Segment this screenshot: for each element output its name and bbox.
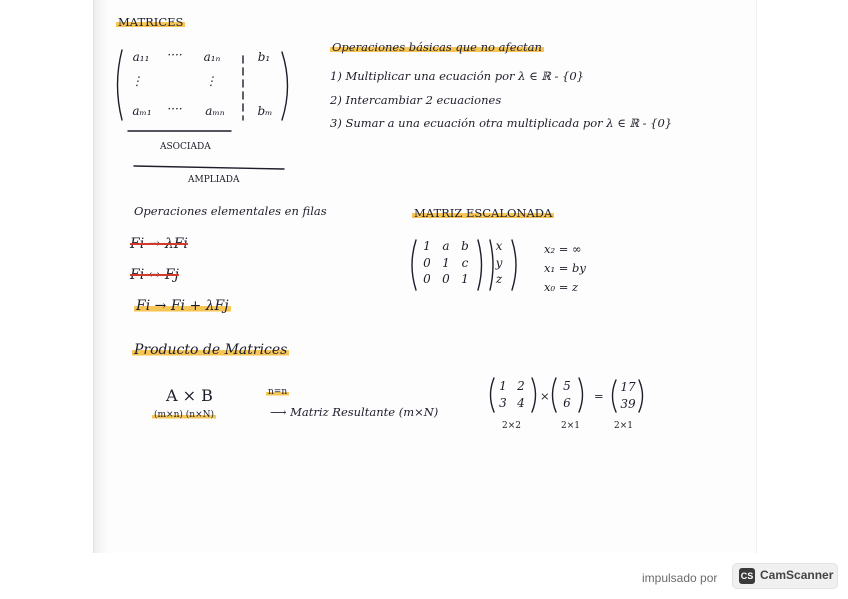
echelon-cell: 1: [423, 239, 431, 253]
echelon-eq-3: x₀ = z: [544, 280, 579, 294]
cell-b1: b₁: [257, 50, 271, 64]
basic-op-3: 3) Sumar a una ecuación otra multiplicada por λ ∈ ℝ - {0}: [330, 116, 673, 130]
equals-sign: =: [594, 389, 604, 403]
matrix-b-cell: 6: [563, 396, 571, 410]
matrix-c-left-bracket: [613, 380, 617, 412]
matrix-c-right-bracket: [639, 380, 643, 412]
row-op-swap: Fi ↔ Fj: [130, 267, 179, 283]
echelon-right-bracket: [478, 240, 482, 290]
cs-logo-icon: CS: [739, 568, 755, 584]
row-op-add: Fi → Fi + λFj: [136, 298, 229, 314]
echelon-var: z: [495, 272, 503, 286]
cell-vdots-right: ⋮: [205, 74, 217, 88]
times-sign: ×: [540, 389, 550, 403]
product-result-dims: ⟶ Matriz Resultante (m×N): [270, 405, 439, 419]
cell-am1: aₘ₁: [132, 104, 152, 118]
powered-by-text: impulsado por: [642, 571, 718, 585]
echelon-cell: c: [461, 256, 469, 270]
product-expression: A × B: [166, 386, 213, 405]
label-extended: AMPLIADA: [188, 175, 240, 185]
echelon-cell: 1: [442, 256, 450, 270]
brand-name: CamScanner: [760, 568, 834, 582]
echelon-cell: 0: [442, 272, 450, 286]
echelon-cell: a: [442, 239, 450, 253]
augmented-right-bracket: [282, 52, 288, 120]
matrix-a-left-bracket: [491, 378, 495, 412]
camscanner-badge[interactable]: [732, 563, 838, 589]
product-heading: Producto de Matrices: [134, 342, 288, 358]
echelon-cell: 0: [423, 272, 431, 286]
cell-dots-bottom: ····: [167, 102, 183, 116]
matrix-b-left-bracket: [553, 378, 557, 412]
scanned-notes-page: [93, 0, 757, 553]
extended-underline: [134, 166, 284, 169]
matrix-a-cell: 3: [499, 396, 507, 410]
cell-bm: bₘ: [257, 104, 273, 118]
cell-dots: ····: [167, 48, 183, 62]
matrix-a-cell: 1: [499, 379, 507, 393]
echelon-eq-2: x₁ = by: [544, 261, 586, 275]
dim-b: 2×1: [561, 421, 580, 431]
matrix-a-right-bracket: [532, 378, 536, 412]
matrix-a-cell: 2: [517, 379, 525, 393]
label-associated: ASOCIADA: [160, 142, 211, 152]
row-ops-heading: Operaciones elementales en filas: [134, 204, 327, 218]
matrix-b-right-bracket: [579, 378, 583, 412]
cell-a11: a₁₁: [132, 50, 150, 64]
basic-ops-heading: Operaciones básicas que no afectan: [332, 40, 542, 54]
echelon-var: y: [495, 256, 503, 270]
echelon-eq-1: x₂ = ∞: [544, 242, 582, 256]
echelon-heading: MATRIZ ESCALONADA: [414, 206, 553, 220]
dim-a: 2×2: [502, 421, 521, 431]
cell-amn: aₘₙ: [205, 104, 225, 118]
cell-vdots-left: ⋮: [131, 74, 143, 88]
augmented-left-bracket: [118, 50, 123, 120]
basic-op-2: 2) Intercambiar 2 ecuaciones: [330, 93, 502, 107]
matrix-c-cell: 17: [620, 380, 636, 394]
basic-op-1: 1) Multiplicar una ecuación por λ ∈ ℝ - {0}: [330, 69, 584, 83]
echelon-cell: 0: [423, 256, 431, 270]
echelon-var: x: [495, 239, 503, 253]
matrix-b-cell: 5: [563, 379, 571, 393]
dim-c: 2×1: [614, 421, 633, 431]
product-dimensions: (m×n) (n×N): [154, 410, 214, 420]
row-op-scale: Fi → λFi: [130, 236, 188, 252]
matrix-a-cell: 4: [517, 396, 525, 410]
echelon-cell: 1: [461, 272, 469, 286]
cell-a1n: a₁ₙ: [203, 50, 221, 64]
echelon-cell: b: [461, 239, 469, 253]
n-equals-n: n=n: [268, 387, 288, 397]
matrix-c-cell: 39: [620, 397, 636, 411]
echelon-left-bracket: [412, 240, 416, 290]
page-title: MATRICES: [118, 15, 184, 29]
